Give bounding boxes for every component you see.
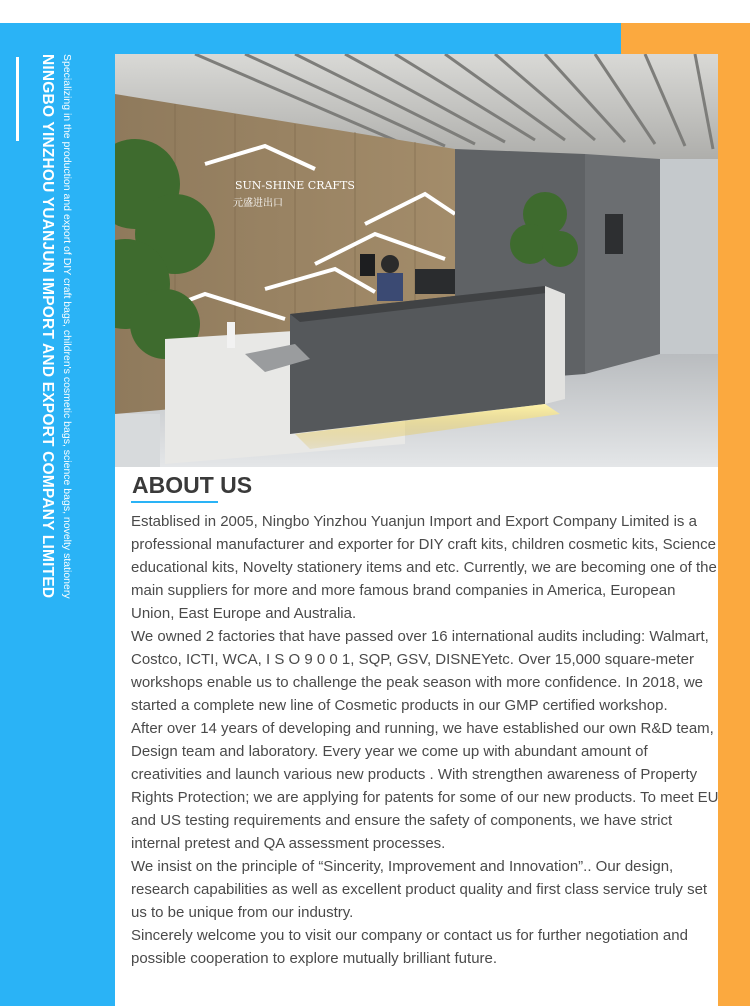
about-paragraph: Establised in 2005, Ningbo Yinzhou Yuanjun Import and Export Company Limited is a professional manufacturer and exporter for DIY craft kits, children cosmetic kits, Science educational kits, Novelty stationery items and etc. Currently, we are becoming one of the main suppliers for more and more famous brand companies in America, European Union, East Europe and Australia. — [131, 513, 717, 622]
about-paragraph: We owned 2 factories that have passed over 16 international audits including: Walmart, Costco, ICTI, WCA, I S O 9 0 0 1, SQP, GSV, DISNEYetc. Over 15,000 square-meter workshops enable us to challenge the peak season with more confidence. In 2018, we started a complete new line of Cosmetic products in our GMP certified workshop. — [131, 628, 709, 714]
office-reception-photo — [115, 54, 718, 467]
side-divider — [16, 57, 19, 141]
heading-underline — [131, 501, 218, 503]
sign-text: SUN-SHINE CRAFTS — [235, 179, 355, 192]
about-paragraph: We insist on the principle of “Sincerity, Improvement and Innovation”.. Our design, research capabilities as well as excellent product quality and first class service truly set us to be unique from our industry. — [131, 858, 708, 921]
sign-text-cn: 元盛进出口 — [233, 198, 283, 209]
about-body — [131, 510, 719, 970]
company-name-vertical: NINGBO YINZHOU YUANJUN IMPORT AND EXPORT COMPANY LIMITED — [39, 54, 56, 599]
about-paragraph: After over 14 years of developing and running, we have established our own R&D team, Design team and laboratory. Every year we come up with abundant amount of creativities and launch various new products . With strengthen awareness of Property Rights Protection; we are applying for patents for some of our new products. To meet EU and US testing requirements and ensure the safety of components, we have strict internal pretest and QA assessment processes. — [131, 720, 719, 852]
about-heading: ABOUT US — [132, 472, 253, 498]
company-tagline-vertical: Specializing in the production and export of DIY craft bags, children's cosmetic bags, science bags, novelty stationery — [61, 54, 73, 599]
top-strip — [0, 0, 750, 23]
about-paragraph: Sincerely welcome you to visit our company or contact us for further negotiation and possible cooperation to explore mutually brilliant future. — [131, 927, 688, 967]
